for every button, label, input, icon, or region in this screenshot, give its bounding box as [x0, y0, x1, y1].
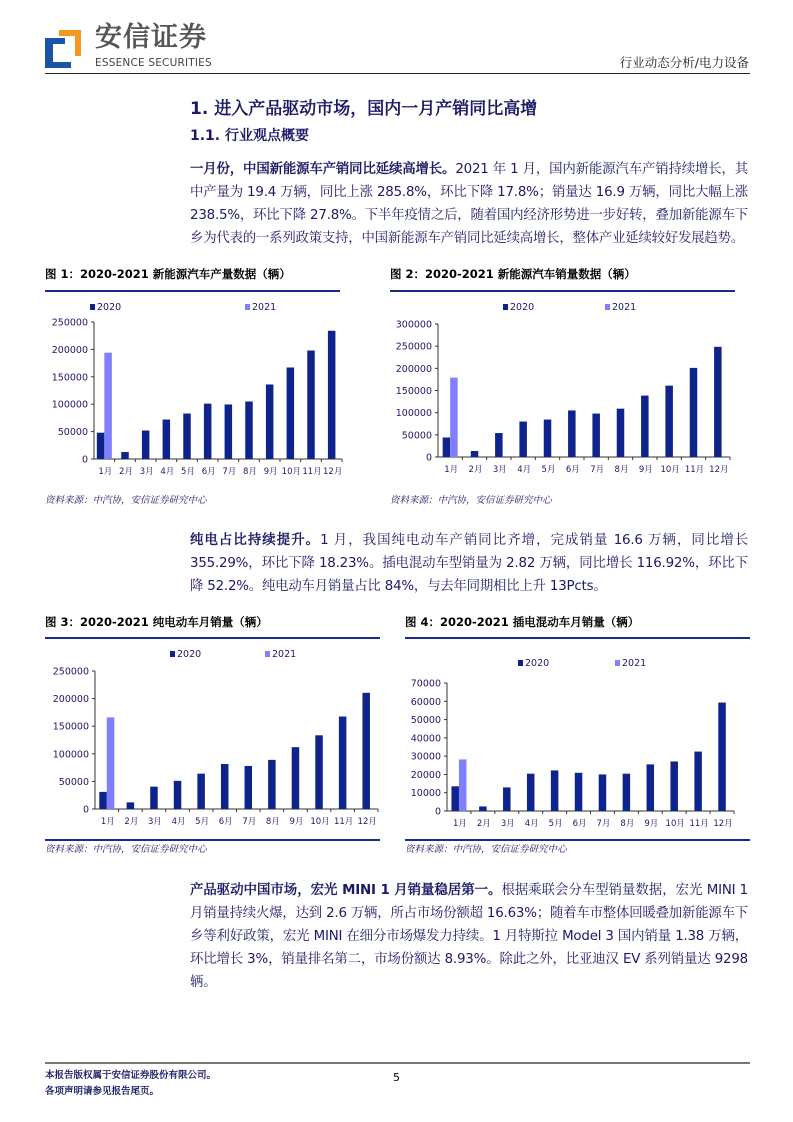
x-tick-label: 11月	[333, 817, 354, 827]
x-tick-label: 2月	[124, 817, 139, 827]
x-tick-label: 8月	[614, 465, 629, 475]
x-tick-label: 5月	[195, 817, 210, 827]
y-tick-label: 200000	[51, 344, 88, 356]
bar-2020-12月	[362, 693, 370, 809]
x-tick-label: 2月	[468, 465, 483, 475]
bar-2021-1月	[107, 717, 115, 809]
bar-2020-8月	[617, 409, 625, 457]
section-heading: 1. 进入产品驱动市场，国内一月产销同比高增	[190, 99, 538, 119]
figure-2-chart	[385, 292, 735, 492]
figure-row-2	[0, 615, 793, 857]
x-tick-label: 4月	[160, 467, 175, 477]
x-tick-label: 1月	[98, 467, 113, 477]
report-category: 行业动态分析/电力设备	[619, 55, 749, 70]
bar-2020-10月	[287, 367, 295, 459]
bar-2020-4月	[527, 774, 535, 811]
bar-2021-1月	[459, 759, 466, 811]
bar-2020-9月	[647, 764, 655, 811]
x-tick-label: 7月	[242, 817, 257, 827]
legend-swatch-2021	[245, 304, 250, 310]
bar-2020-3月	[503, 787, 511, 811]
figure-4-source: 资料来源：中汽协，安信证券研究中心	[405, 844, 567, 855]
y-tick-label: 10000	[410, 788, 441, 800]
paragraph-1	[190, 158, 748, 250]
x-tick-label: 8月	[620, 819, 635, 829]
legend-label-2020: 2020	[525, 658, 550, 669]
bar-2020-11月	[307, 350, 315, 459]
legend-label-2021: 2021	[272, 649, 297, 660]
y-tick-label: 100000	[51, 399, 88, 411]
bar-2020-12月	[714, 347, 722, 457]
x-tick-label: 3月	[139, 467, 154, 477]
page-body	[0, 97, 793, 994]
y-tick-label: 60000	[410, 696, 441, 708]
figure-2-source: 资料来源：中汽协，安信证券研究中心	[390, 495, 552, 506]
x-tick-label: 6月	[218, 817, 233, 827]
legend-label-2021: 2021	[252, 302, 277, 313]
legend-swatch-2021	[265, 651, 270, 657]
legend-swatch-2021	[605, 304, 610, 310]
figure-3-source: 资料来源：中汽协，安信证券研究中心	[45, 844, 207, 855]
x-tick-label: 8月	[265, 817, 280, 827]
x-tick-label: 2月	[119, 467, 133, 477]
bar-2021-1月	[104, 353, 112, 459]
figure-2-caption: 图 2：2020-2021 新能源汽车销量数据（辆）	[390, 267, 636, 281]
x-tick-label: 10月	[660, 465, 680, 475]
bar-2020-2月	[127, 802, 135, 809]
y-tick-label: 50000	[58, 776, 89, 788]
bar-2020-8月	[245, 401, 253, 459]
x-tick-label: 1月	[444, 465, 459, 475]
x-tick-label: 8月	[243, 467, 257, 477]
bar-2020-9月	[292, 747, 300, 809]
x-tick-label: 10月	[281, 467, 301, 477]
bar-2020-9月	[266, 384, 274, 459]
subsection-heading: 1.1. 行业观点概要	[190, 128, 309, 144]
y-tick-label: 0	[81, 454, 88, 466]
y-tick-label: 250000	[51, 317, 88, 329]
x-tick-label: 5月	[541, 465, 556, 475]
x-tick-label: 9月	[644, 819, 659, 829]
x-tick-label: 3月	[147, 817, 162, 827]
y-tick-label: 0	[82, 804, 89, 816]
bar-2020-11月	[694, 752, 702, 811]
x-tick-label: 3月	[500, 819, 515, 829]
x-tick-label: 5月	[181, 467, 195, 477]
x-tick-label: 11月	[302, 467, 322, 477]
x-tick-label: 4月	[524, 819, 539, 829]
x-tick-label: 11月	[689, 819, 709, 829]
y-tick-label: 0	[425, 452, 432, 464]
paragraph-lead: 一月份，中国新能源车产销同比延续高增长。	[190, 162, 456, 177]
paragraph-body: 2021 年 1 月，国内新能源汽车产销持续增长，其中产量为 19.4 万辆，同比上涨 285.8%，环比下降 17.8%；销量达 16.9 万辆，同比大幅上涨 238.5%，环比下降 27.8%。下半年疫情之后，随着国内经济形势进一步好转，叠加新能源车下乡为代表的一系列政策支持，中国新能源车产销同比延续高增长，整体产业延续较好发展趋势。	[190, 162, 749, 246]
bar-2020-3月	[142, 431, 150, 459]
bar-2020-7月	[599, 774, 607, 811]
legend-label-2020: 2020	[510, 302, 535, 313]
x-tick-label: 12月	[709, 465, 729, 475]
x-tick-label: 10月	[310, 817, 330, 827]
x-tick-label: 6月	[201, 467, 216, 477]
x-tick-label: 12月	[323, 467, 343, 477]
figure-3-caption: 图 3：2020-2021 纯电动车月销量（辆）	[45, 615, 268, 629]
figure-row-1	[0, 267, 793, 509]
y-tick-label: 0	[434, 806, 441, 818]
legend-label-2021: 2021	[622, 658, 647, 669]
bar-2020-5月	[551, 770, 559, 811]
company-logo-mark	[45, 30, 81, 68]
bar-2020-2月	[121, 452, 129, 459]
paragraph-body: 根据乘联会分车型销量数据，宏光 MINI 1 月销量持续火爆，达到 2.6 万辆，所占市场份额超 16.63%；随着车市整体回暖叠加新能源车下乡等利好政策，宏光 MINI 在细分市场爆发力持续。1 月特斯拉 Model 3 国内销量 1.38 万辆，环比增长 3%，销量排名第二，市场份额达 8.93%。除此之外，比亚迪汉 EV 系列销量达 9298 辆。	[190, 883, 748, 990]
logo-chinese-name: 安信证券	[95, 22, 207, 53]
y-tick-label: 100000	[52, 749, 89, 761]
bar-2020-6月	[575, 773, 583, 811]
figure-4-rule	[405, 637, 750, 639]
bar-2020-6月	[221, 764, 229, 809]
bar-2020-5月	[183, 414, 191, 459]
bar-2020-7月	[592, 414, 600, 457]
x-tick-label: 9月	[263, 467, 278, 477]
bar-2020-10月	[665, 386, 673, 457]
bar-2020-3月	[150, 787, 158, 809]
figure-3-bottom-rule	[45, 839, 380, 841]
x-tick-label: 5月	[548, 819, 563, 829]
figure-4-chart	[400, 641, 750, 837]
legend-label-2020: 2020	[177, 649, 202, 660]
bar-2020-4月	[163, 420, 171, 459]
legend-swatch-2021	[615, 660, 620, 666]
page-number: 5	[393, 1071, 400, 1084]
bar-2020-10月	[315, 735, 323, 809]
y-tick-label: 50000	[401, 430, 432, 442]
y-tick-label: 50000	[57, 427, 88, 439]
bar-2020-12月	[328, 331, 336, 459]
bar-2020-7月	[225, 404, 233, 459]
y-tick-label: 20000	[410, 769, 441, 781]
bar-2020-10月	[670, 761, 678, 811]
paragraph-lead: 纯电占比持续提升。	[190, 533, 321, 548]
bar-2020-9月	[641, 396, 649, 457]
x-tick-label: 3月	[492, 465, 507, 475]
bar-2020-1月	[97, 433, 105, 459]
bar-2020-1月	[451, 786, 459, 811]
bar-2020-6月	[568, 410, 576, 457]
legend-swatch-2020	[503, 304, 508, 310]
bar-2020-1月	[99, 792, 107, 809]
paragraph-3	[190, 879, 748, 994]
x-tick-label: 9月	[638, 465, 653, 475]
y-tick-label: 200000	[52, 694, 89, 706]
legend-label-2020: 2020	[97, 302, 122, 313]
legend-swatch-2020	[90, 304, 95, 310]
legend-swatch-2020	[170, 651, 175, 657]
x-tick-label: 12月	[713, 819, 733, 829]
x-tick-label: 6月	[572, 819, 587, 829]
bar-2020-2月	[471, 451, 479, 457]
disclaimer-notice: 各项声明请参见报告尾页。	[45, 1086, 160, 1097]
legend-swatch-2020	[518, 660, 523, 666]
bar-2020-5月	[544, 420, 552, 457]
copyright-notice: 本报告版权属于安信证券股份有限公司。	[45, 1070, 217, 1081]
x-tick-label: 7月	[596, 819, 611, 829]
x-tick-label: 6月	[565, 465, 580, 475]
bar-2020-11月	[690, 368, 698, 457]
bar-2020-4月	[519, 422, 527, 457]
figure-3-rule	[45, 637, 380, 639]
paragraph-2	[190, 529, 748, 598]
figure-1-caption: 图 1：2020-2021 新能源汽车产量数据（辆）	[45, 267, 291, 281]
y-tick-label: 150000	[52, 721, 89, 733]
bar-2020-3月	[495, 433, 503, 457]
y-tick-label: 150000	[51, 372, 88, 384]
y-tick-label: 70000	[410, 678, 441, 690]
y-tick-label: 40000	[410, 733, 441, 745]
x-tick-label: 2月	[476, 819, 491, 829]
logo-english-name: ESSENCE SECURITIES	[95, 57, 212, 69]
figure-1-chart	[36, 292, 344, 492]
bar-2020-2月	[479, 806, 487, 811]
header-divider	[45, 73, 750, 74]
bar-2020-6月	[204, 404, 212, 459]
x-tick-label: 12月	[357, 817, 377, 827]
x-tick-label: 4月	[171, 817, 186, 827]
figure-1-source: 资料来源：中汽协，安信证券研究中心	[45, 495, 207, 506]
bar-2020-8月	[268, 760, 276, 809]
y-tick-label: 150000	[395, 386, 432, 397]
footer-divider	[45, 1062, 750, 1064]
bar-2020-12月	[718, 703, 726, 811]
figure-3-chart	[40, 641, 380, 837]
y-tick-label: 100000	[395, 408, 432, 420]
y-tick-label: 250000	[395, 341, 432, 353]
y-tick-label: 300000	[395, 319, 432, 331]
x-tick-label: 7月	[590, 465, 605, 475]
y-tick-label: 30000	[410, 751, 441, 763]
bar-2020-5月	[197, 774, 205, 809]
x-tick-label: 7月	[222, 467, 237, 477]
y-tick-label: 200000	[395, 363, 432, 375]
paragraph-lead: 产品驱动中国市场，宏光 MINI 1 月销量稳居第一。	[190, 883, 502, 898]
paragraph-body: 1 月，我国纯电动车产销同比齐增，完成销量 16.6 万辆，同比增长 355.29%，环比下降 18.23%。插电混动车型销量为 2.82 万辆，同比增长 116.92%，环比下降 52.2%。纯电动车月销量占比 84%，与去年同期相比上升 13Pcts。	[190, 533, 748, 594]
bar-2020-1月	[443, 437, 451, 457]
bar-2020-8月	[623, 774, 631, 811]
y-tick-label: 250000	[52, 666, 89, 678]
bar-2021-1月	[450, 378, 458, 457]
figure-4-bottom-rule	[405, 839, 750, 841]
x-tick-label: 10月	[665, 819, 685, 829]
legend-label-2021: 2021	[612, 302, 637, 313]
x-tick-label: 4月	[517, 465, 532, 475]
bar-2020-7月	[245, 766, 253, 809]
figure-4-caption: 图 4：2020-2021 插电混动车月销量（辆）	[405, 615, 640, 629]
x-tick-label: 1月	[452, 819, 467, 829]
bar-2020-11月	[339, 717, 347, 809]
x-tick-label: 1月	[100, 817, 115, 827]
bar-2020-4月	[174, 781, 182, 809]
y-tick-label: 50000	[410, 715, 441, 727]
x-tick-label: 11月	[684, 465, 705, 475]
x-tick-label: 9月	[289, 817, 304, 827]
